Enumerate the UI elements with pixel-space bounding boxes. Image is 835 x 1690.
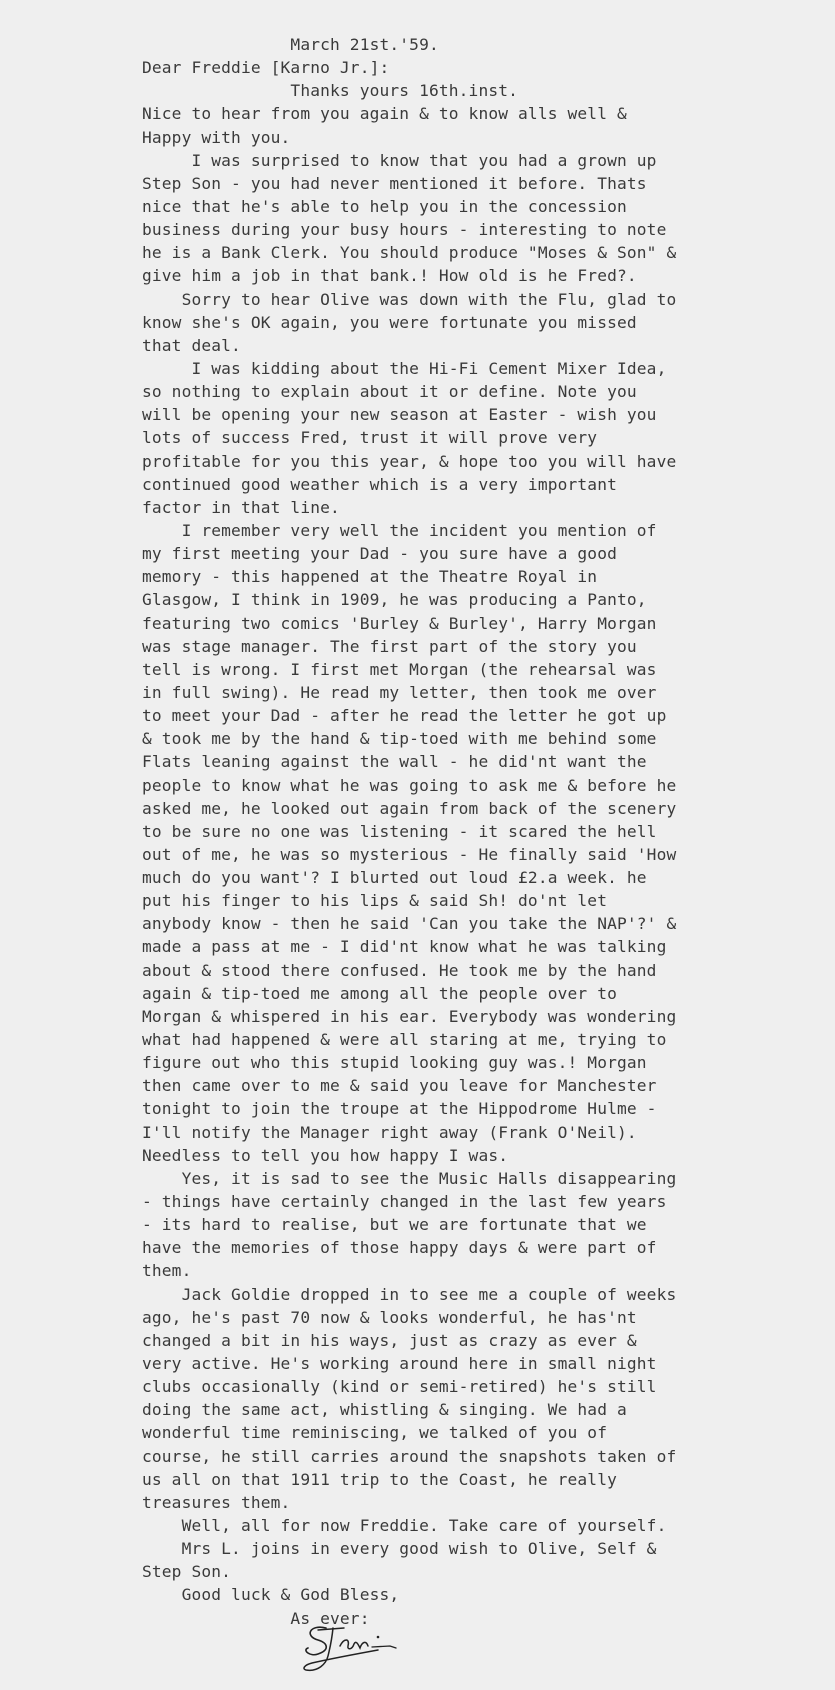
letter-line: lots of success Fred, trust it will prove very bbox=[142, 428, 598, 448]
letter-line: asked me, he looked out again from back of the scenery bbox=[142, 798, 677, 818]
letter-line: I was kidding about the Hi-Fi Cement Mixer Idea, bbox=[142, 358, 667, 378]
letter-line: them. bbox=[142, 1261, 192, 1281]
letter-line: ago, he's past 70 now & looks wonderful, he has'nt bbox=[142, 1307, 637, 1327]
letter-line: profitable for you this year, & hope too you will have bbox=[142, 451, 677, 471]
letter-line: then came over to me & said you leave for Manchester bbox=[142, 1076, 657, 1096]
letter-line: I'll notify the Manager right away (Frank O'Neil). bbox=[142, 1122, 637, 1142]
letter-line: my first meeting your Dad - you sure have a good bbox=[142, 544, 617, 564]
letter-line: know she's OK again, you were fortunate you missed bbox=[142, 312, 637, 332]
letter-line: Nice to hear from you again & to know alls well & bbox=[142, 104, 627, 124]
letter-line: tonight to join the troupe at the Hippodrome Hulme - bbox=[142, 1099, 657, 1119]
letter-line: I was surprised to know that you had a grown up bbox=[142, 150, 657, 170]
letter-line: to meet your Dad - after he read the letter he got up bbox=[142, 706, 667, 726]
letter-line: made a pass at me - I did'nt know what he was talking bbox=[142, 937, 667, 957]
letter-line: Yes, it is sad to see the Music Halls disappearing bbox=[142, 1168, 677, 1188]
letter-line: Needless to tell you how happy I was. bbox=[142, 1145, 509, 1165]
letter-line: very active. He's working around here in small night bbox=[142, 1354, 657, 1374]
letter-line: give him a job in that bank.! How old is he Fred?. bbox=[142, 266, 637, 286]
letter-line: put his finger to his lips & said Sh! do'nt let bbox=[142, 891, 608, 911]
letter-line: about & stood there confused. He took me by the hand bbox=[142, 960, 657, 980]
letter-line: - things have certainly changed in the last few years bbox=[142, 1192, 667, 1212]
letter-body bbox=[142, 33, 702, 1630]
letter-line: continued good weather which is a very important bbox=[142, 474, 617, 494]
letter-line: in full swing). He read my letter, then took me over bbox=[142, 682, 657, 702]
signature bbox=[300, 1620, 410, 1680]
letter-line: tell is wrong. I first met Morgan (the rehearsal was bbox=[142, 659, 657, 679]
letter-line: out of me, he was so mysterious - He finally said 'How bbox=[142, 844, 677, 864]
letter-line: Glasgow, I think in 1909, he was producing a Panto, bbox=[142, 590, 647, 610]
letter-line: us all on that 1911 trip to the Coast, he really bbox=[142, 1469, 617, 1489]
letter-line: Mrs L. joins in every good wish to Olive, Self & bbox=[142, 1539, 657, 1559]
letter-line: clubs occasionally (kind or semi-retired) he's still bbox=[142, 1377, 657, 1397]
letter-line: Happy with you. bbox=[142, 127, 291, 147]
letter-line: & took me by the hand & tip-toed with me behind some bbox=[142, 729, 657, 749]
letter-line: - its hard to realise, but we are fortunate that we bbox=[142, 1215, 647, 1235]
letter-line: wonderful time reminiscing, we talked of you of bbox=[142, 1423, 608, 1443]
letter-line: business during your busy hours - interesting to note bbox=[142, 220, 667, 240]
letter-line: figure out who this stupid looking guy was.! Morgan bbox=[142, 1053, 647, 1073]
letter-line: Morgan & whispered in his ear. Everybody was wondering bbox=[142, 1006, 677, 1026]
letter-line: what had happened & were all staring at me, trying to bbox=[142, 1030, 667, 1050]
letter-line: to be sure no one was listening - it scared the hell bbox=[142, 821, 657, 841]
letter-line: Jack Goldie dropped in to see me a couple of weeks bbox=[142, 1284, 677, 1304]
letter-line: doing the same act, whistling & singing. We had a bbox=[142, 1400, 627, 1420]
letter-line: course, he still carries around the snapshots taken of bbox=[142, 1446, 677, 1466]
letter-line: Thanks yours 16th.inst. bbox=[142, 81, 519, 101]
letter-line: Flats leaning against the wall - he did'nt want the bbox=[142, 752, 647, 772]
letter-line: that deal. bbox=[142, 335, 241, 355]
letter-line: Sorry to hear Olive was down with the Flu, glad to bbox=[142, 289, 677, 309]
letter-line: changed a bit in his ways, just as crazy as ever & bbox=[142, 1330, 637, 1350]
letter-line: factor in that line. bbox=[142, 497, 340, 517]
letter-line: he is a Bank Clerk. You should produce "Moses & Son" & bbox=[142, 243, 677, 263]
letter-line: Step Son. bbox=[142, 1562, 232, 1582]
date-line: March 21st.'59. bbox=[142, 35, 439, 54]
letter-line: have the memories of those happy days & were part of bbox=[142, 1238, 657, 1258]
letter-line: will be opening your new season at Easter - wish you bbox=[142, 405, 657, 425]
letter-line: memory - this happened at the Theatre Royal in bbox=[142, 567, 598, 587]
letter-line: much do you want'? I blurted out loud £2.a week. he bbox=[142, 868, 647, 888]
letter-line: I remember very well the incident you mention of bbox=[142, 520, 657, 540]
letter-line: so nothing to explain about it or define. Note you bbox=[142, 382, 637, 402]
letter-line: treasures them. bbox=[142, 1492, 291, 1512]
closing-line: As ever: bbox=[142, 1608, 370, 1628]
letter-line: anybody know - then he said 'Can you take the NAP'?' & bbox=[142, 914, 677, 934]
letter-line: people to know what he was going to ask me & before he bbox=[142, 775, 677, 795]
salutation: Dear Freddie [Karno Jr.]: bbox=[142, 58, 390, 78]
letter-line: was stage manager. The first part of the story you bbox=[142, 636, 637, 656]
letter-line: Well, all for now Freddie. Take care of yourself. bbox=[142, 1516, 667, 1535]
letter-line: featuring two comics 'Burley & Burley', Harry Morgan bbox=[142, 613, 657, 633]
letter-line: nice that he's able to help you in the concession bbox=[142, 196, 627, 216]
letter-line: Good luck & God Bless, bbox=[142, 1585, 400, 1605]
signature-scribble bbox=[300, 1620, 410, 1680]
letter-line: again & tip-toed me among all the people over to bbox=[142, 983, 617, 1003]
letter-line: Step Son - you had never mentioned it before. Thats bbox=[142, 173, 647, 193]
